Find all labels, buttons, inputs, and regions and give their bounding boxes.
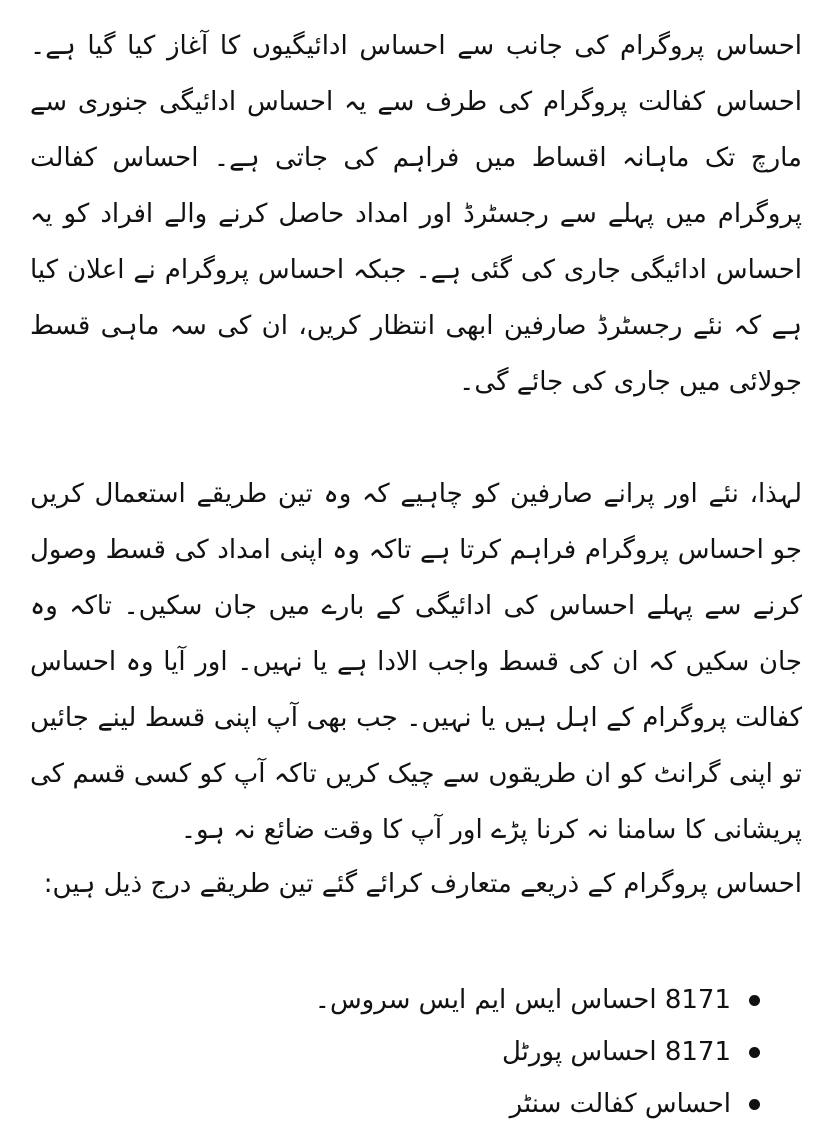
paragraph-spacer <box>30 410 802 466</box>
list-item <box>314 974 760 1026</box>
list-item <box>340 1078 760 1130</box>
list-item <box>340 1026 760 1078</box>
method-sms-service: 8171 احساس ایس ایم ایس سروس۔ <box>314 985 731 1015</box>
paragraph-instructions: لہذا، نئے اور پرانے صارفین کو چاہیے کہ وہ تین طریقے استعمال کریں جو احساس پروگرام فراہم کرتا ہے تاکہ وہ اپنی امداد کی قسط وصول کرنے سے پہلے احساس کی ادائیگی کے بارے میں جان سکیں۔ تاکہ وہ جان سکیں کہ ان کی قسط واجب الادا ہے یا نہیں۔ اور آیا وہ احساس کفالت پروگرام کے اہل ہیں یا نہیں۔ جب بھی آپ اپنی قسط لینے جائیں تو اپنی گرانٹ کو ان طریقوں سے چیک کریں تاکہ آپ کو کسی قسم کی پریشانی کا سامنا نہ کرنا پڑے اور آپ کا وقت ضائع نہ ہو۔ <box>30 479 802 845</box>
method-web-portal: 8171 احساس پورٹل <box>501 1037 731 1067</box>
bullet-icon <box>749 1099 760 1110</box>
article-body <box>30 18 802 1130</box>
methods-intro: احساس پروگرام کے ذریعے متعارف کرائے گئے تین طریقے درج ذیل ہیں: <box>43 869 802 899</box>
paragraph-intro: احساس پروگرام کی جانب سے احساس ادائیگیوں کا آغاز کیا گیا ہے۔ احساس کفالت پروگرام کی طرف سے یہ احساس ادائیگی جنوری سے مارچ تک ماہانہ اقساط میں فراہم کی جاتی ہے۔ احساس کفالت پروگرام میں پہلے سے رجسٹرڈ اور امداد حاصل کرنے والے افراد کو یہ احساس ادائیگی جاری کی گئی ہے۔ جبکہ احساس پروگرام نے اعلان کیا ہے کہ نئے رجسٹرڈ صارفین ابھی انتظار کریں، ان کی سہ ماہی قسط جولائی میں جاری کی جائے گی۔ <box>30 31 802 397</box>
method-kafaalat-center: احساس کفالت سنٹر <box>509 1089 731 1119</box>
bullet-icon <box>749 995 760 1006</box>
methods-list <box>314 974 760 1130</box>
bullet-icon <box>749 1047 760 1058</box>
